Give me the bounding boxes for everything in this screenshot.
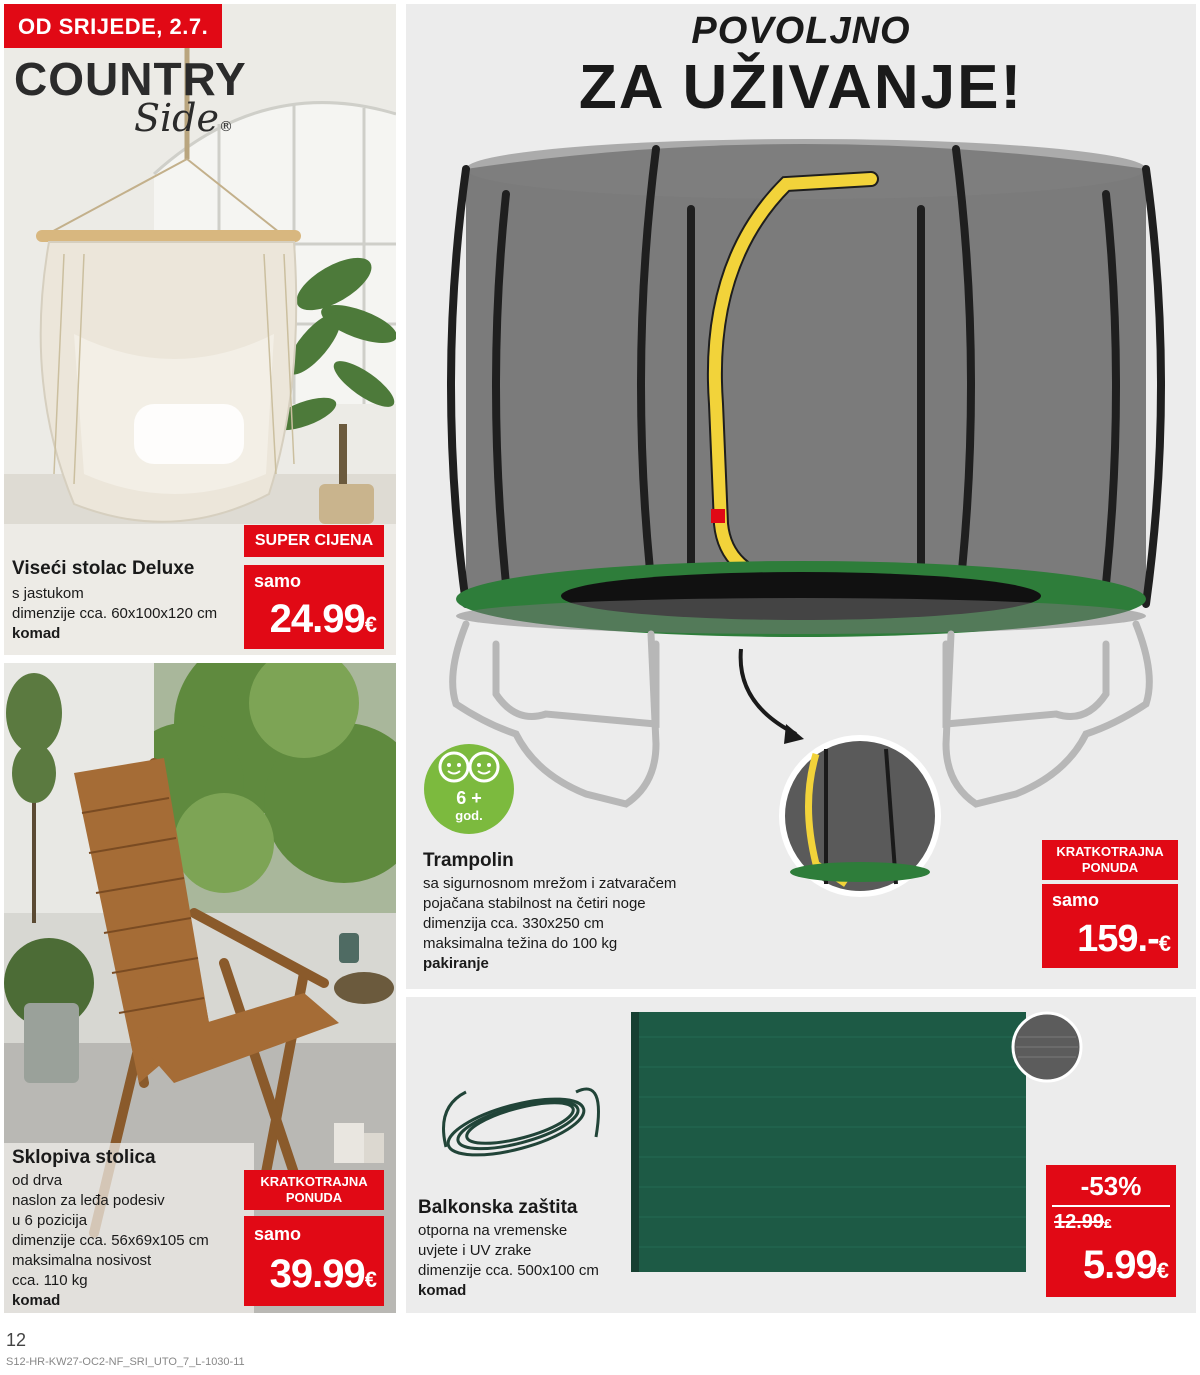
product-detail: uvjete i UV zrake — [418, 1242, 532, 1259]
samo-label: samo — [254, 1224, 302, 1244]
super-price-tag: SUPER CIJENA — [244, 525, 384, 557]
product-detail: u 6 pozicija — [12, 1212, 88, 1229]
price-box — [244, 565, 384, 649]
price-value: 5.99€ — [1082, 1243, 1168, 1287]
headline-povoljno: POVOLJNO — [691, 10, 911, 52]
price-box — [1042, 884, 1178, 968]
price-box — [1046, 1165, 1176, 1297]
product-detail: dimenzije cca. 500x100 cm — [418, 1262, 599, 1279]
samo-label: samo — [254, 571, 302, 591]
product-detail: cca. 110 kg — [12, 1272, 88, 1289]
page-number: 12 — [6, 1330, 27, 1350]
product-unit: komad — [12, 625, 61, 642]
product-panel-balcony-screen[interactable] — [406, 997, 1196, 1313]
age-value: 6 + — [456, 788, 482, 808]
brand-script: Side® — [134, 96, 233, 140]
price-box — [244, 1216, 384, 1306]
old-price: 12.99€ — [1054, 1211, 1112, 1233]
product-detail: naslon za leđa podesiv — [12, 1192, 165, 1209]
product-detail: maksimalna težina do 100 kg — [423, 935, 618, 952]
product-name: Viseći stolac Deluxe — [12, 558, 195, 579]
product-name: Balkonska zaštita — [418, 1197, 578, 1218]
product-info-trampoline — [423, 850, 743, 974]
product-unit: pakiranje — [423, 955, 489, 972]
samo-label: samo — [1052, 890, 1100, 910]
product-detail: pojačana stabilnost na četiri noge — [423, 895, 646, 912]
product-panel-folding-chair[interactable] — [4, 663, 396, 1313]
product-detail: sa sigurnosnom mrežom i zatvaračem — [423, 875, 677, 892]
price-value: 39.99€ — [269, 1252, 376, 1296]
product-panel-trampoline[interactable] — [406, 4, 1196, 989]
product-panel-hanging-chair[interactable] — [4, 4, 396, 655]
discount-percent: -53% — [1080, 1171, 1142, 1201]
age-badge — [424, 744, 514, 834]
product-info-hanging-chair — [12, 558, 252, 644]
headline-main: ZA UŽIVANJE! — [578, 53, 1024, 122]
short-offer-tag: KRATKOTRAJNA PONUDA — [244, 1170, 384, 1210]
product-detail: od drva — [12, 1172, 63, 1189]
product-detail: dimenzije cca. 56x69x105 cm — [12, 1232, 209, 1249]
product-name: Trampolin — [423, 850, 514, 871]
product-detail: s jastukom — [12, 585, 84, 602]
offer-start-date-badge: OD SRIJEDE, 2.7. — [4, 4, 222, 48]
print-code: S12-HR-KW27-OC2-NF_SRI_UTO_7_L-1030-11 — [6, 1356, 245, 1368]
product-info-balcony-screen — [418, 1197, 638, 1301]
price-value: 24.99€ — [269, 597, 376, 641]
product-info-folding-chair — [12, 1147, 252, 1311]
product-name: Sklopiva stolica — [12, 1147, 156, 1168]
product-detail: dimenzija cca. 330x250 cm — [423, 915, 604, 932]
divider — [1052, 1205, 1170, 1207]
kids-faces-icon — [434, 750, 504, 784]
product-detail: otporna na vremenske — [418, 1222, 568, 1239]
product-detail: dimenzije cca. 60x100x120 cm — [12, 605, 218, 622]
age-unit: god. — [455, 808, 483, 823]
price-value: 159.-€ — [1077, 918, 1170, 960]
brand-wordmark: COUNTRY — [14, 53, 247, 105]
country-side-logo — [14, 53, 274, 146]
product-unit: komad — [418, 1282, 467, 1299]
short-offer-tag: KRATKOTRAJNA PONUDA — [1042, 840, 1178, 880]
product-unit: komad — [12, 1292, 61, 1309]
product-detail: maksimalna nosivost — [12, 1252, 152, 1269]
